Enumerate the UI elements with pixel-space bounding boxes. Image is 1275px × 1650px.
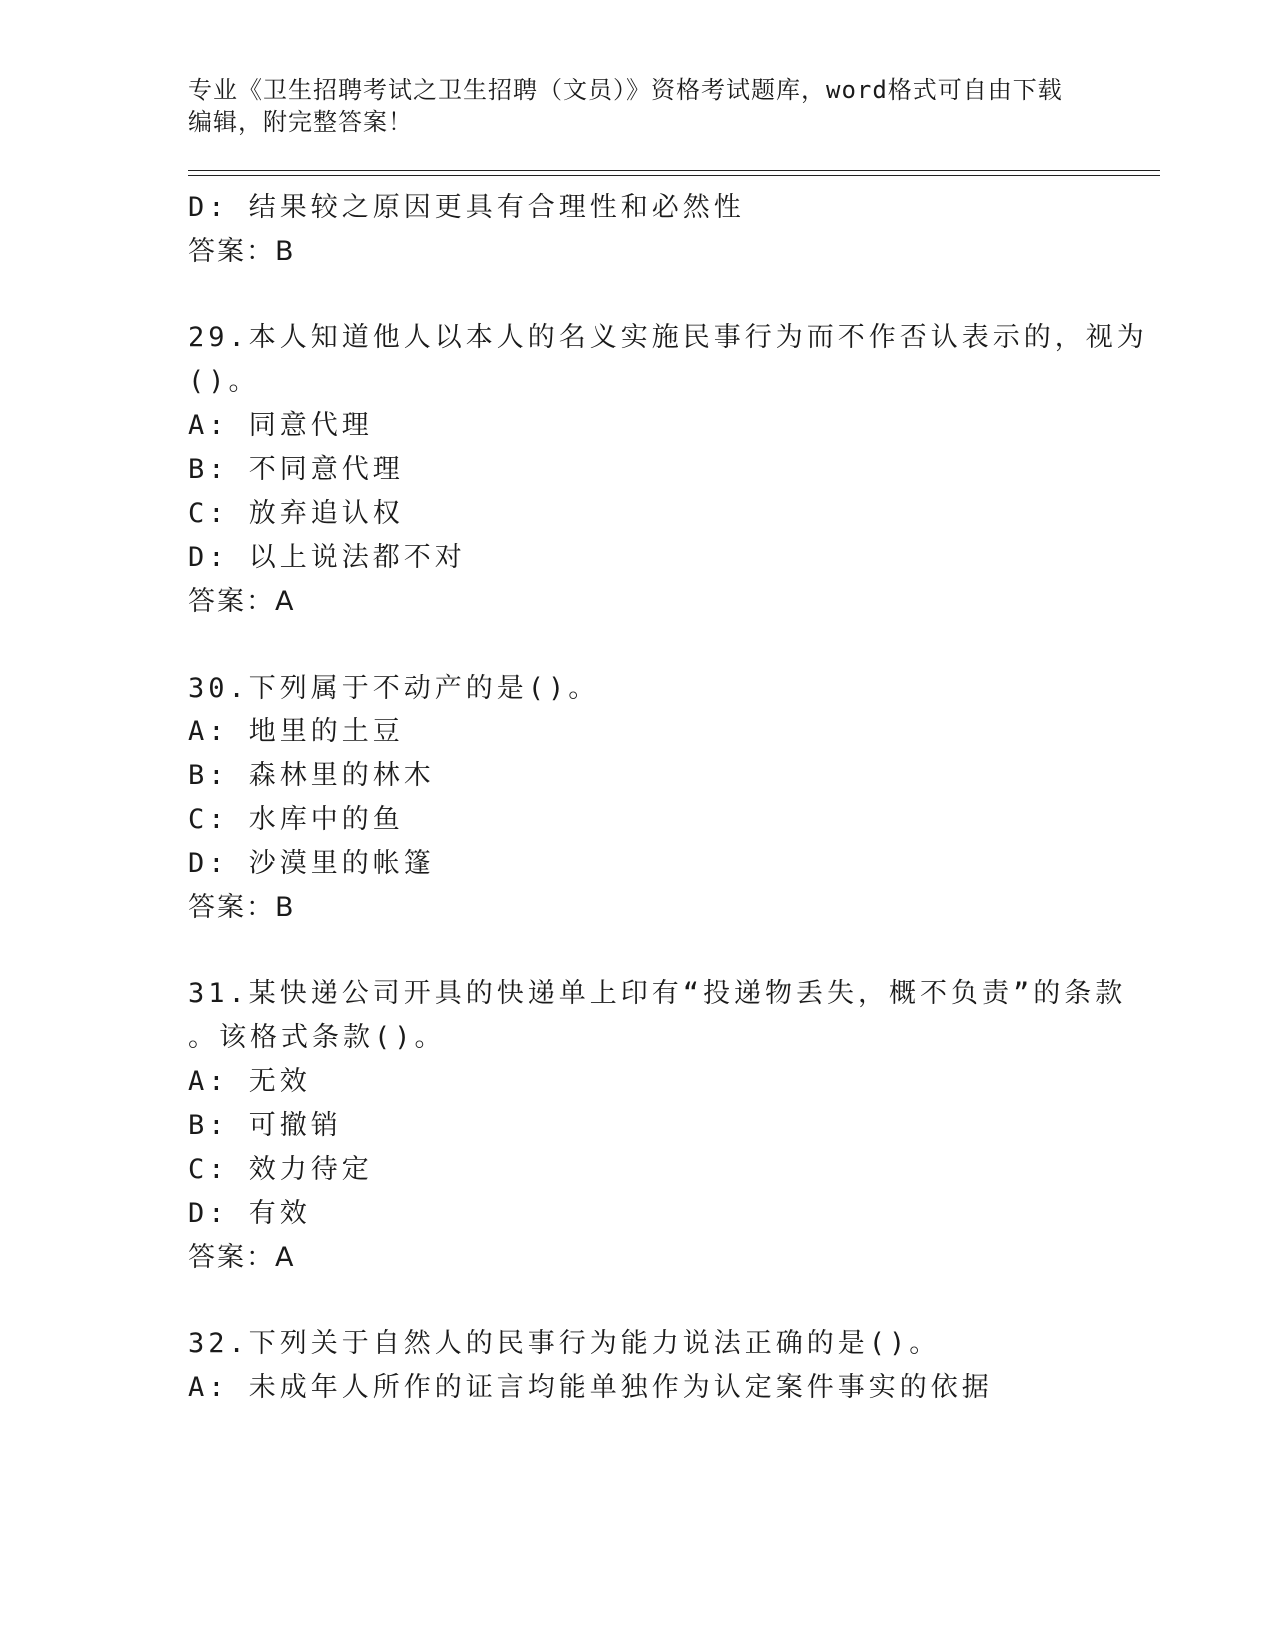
q31-option-b: B: 可撤销 [188,1110,342,1141]
q31-stem-line-1: 31.某快递公司开具的快递单上印有“投递物丢失，概不负责”的条款 [188,978,1127,1009]
header-divider-top [188,170,1160,171]
prev-answer: 答案：B [188,236,296,267]
q29-option-d: D: 以上说法都不对 [188,542,466,573]
q31-option-a: A: 无效 [188,1066,311,1097]
q29-option-c: C: 放弃追认权 [188,498,404,529]
q31-answer: 答案：A [188,1242,296,1273]
q30-stem-line-1: 30.下列属于不动产的是()。 [188,673,600,704]
q30-option-a: A: 地里的土豆 [188,716,404,747]
q31-option-d: D: 有效 [188,1198,311,1229]
q29-stem-line-2: ()。 [188,366,260,397]
q30-option-d: D: 沙漠里的帐篷 [188,848,435,879]
q30-option-c: C: 水库中的鱼 [188,804,404,835]
q31-option-c: C: 效力待定 [188,1154,373,1185]
q29-option-b: B: 不同意代理 [188,454,404,485]
document-header [188,74,1088,138]
q30-option-b: B: 森林里的林木 [188,760,435,791]
header-line-2: 编辑，附完整答案！ [188,108,413,136]
q30-answer: 答案：B [188,892,296,923]
header-line-1: 专业《卫生招聘考试之卫生招聘（文员）》资格考试题库，word格式可自由下载 [188,76,1063,104]
prev-option-d: D: 结果较之原因更具有合理性和必然性 [188,192,745,223]
header-divider-bottom [188,175,1160,176]
q29-answer: 答案：A [188,586,296,617]
q32-option-a: A: 未成年人所作的证言均能单独作为认定案件事实的依据 [188,1372,993,1403]
q29-stem-line-1: 29.本人知道他人以本人的名义实施民事行为而不作否认表示的，视为 [188,322,1148,353]
q29-option-a: A: 同意代理 [188,410,373,441]
q32-stem-line-1: 32.下列关于自然人的民事行为能力说法正确的是()。 [188,1328,941,1359]
q31-stem-line-2: 。该格式条款()。 [188,1022,446,1053]
